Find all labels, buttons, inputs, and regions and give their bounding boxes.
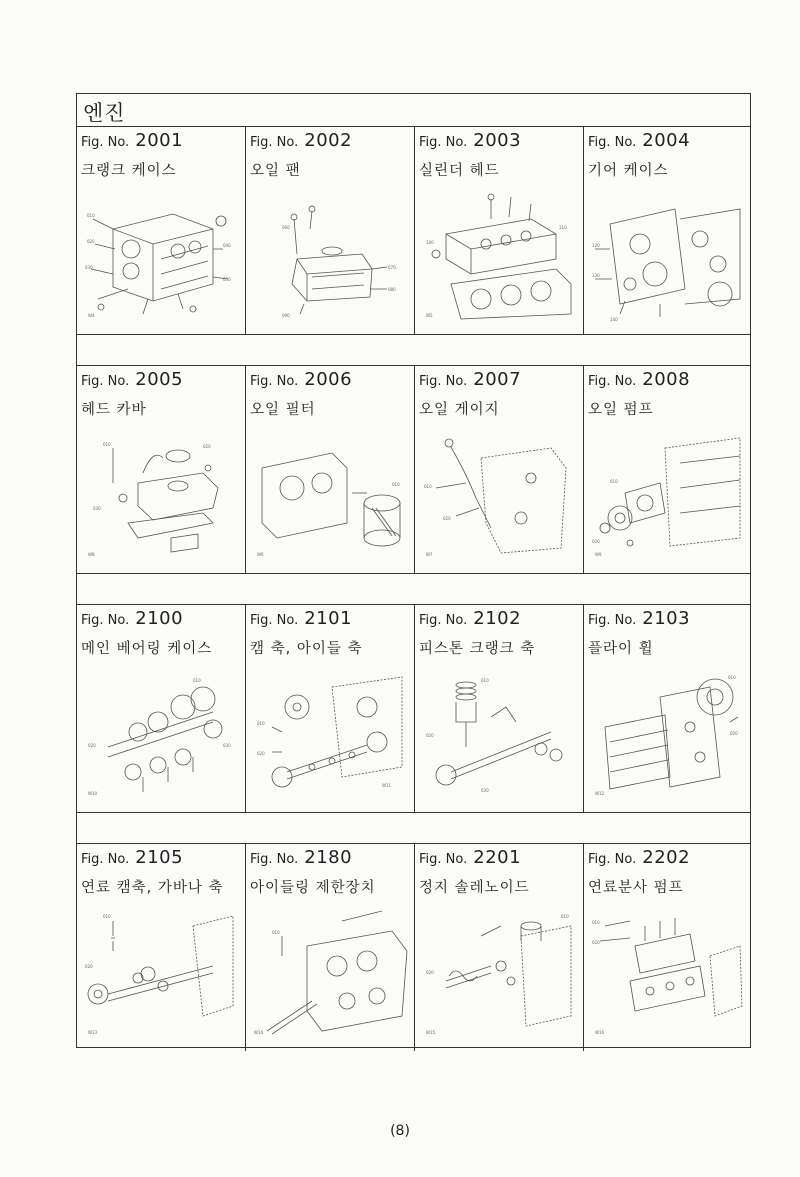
svg-text:020: 020 <box>426 970 434 975</box>
fuel-injection-pump-exploded-drawing <box>590 906 746 1042</box>
part-name: 캠 축, 아이들 축 <box>250 641 363 657</box>
figure-cell[interactable] <box>77 366 246 573</box>
svg-text:050: 050 <box>223 277 231 282</box>
svg-text:W13: W13 <box>88 1030 98 1035</box>
figure-row-3 <box>77 605 750 813</box>
svg-text:010: 010 <box>257 721 265 726</box>
cylinder-head-exploded-drawing <box>421 189 577 325</box>
row-spacer <box>77 813 750 844</box>
svg-text:030: 030 <box>481 788 489 793</box>
svg-text:020: 020 <box>426 733 434 738</box>
svg-text:020: 020 <box>88 743 96 748</box>
oil-pump-exploded-drawing <box>590 428 746 564</box>
svg-text:060: 060 <box>282 225 290 230</box>
svg-text:010: 010 <box>272 930 280 935</box>
gear-case-exploded-drawing <box>590 189 746 325</box>
part-name: 오일 필터 <box>250 402 316 418</box>
svg-text:W16: W16 <box>595 1030 605 1035</box>
svg-text:030: 030 <box>85 265 93 270</box>
part-name: 기어 케이스 <box>588 163 669 179</box>
svg-text:W11: W11 <box>382 783 392 788</box>
figure-cell[interactable] <box>415 605 584 812</box>
figure-number-line: Fig. No. 2003 <box>419 130 522 151</box>
part-name: 오일 게이지 <box>419 402 500 418</box>
svg-text:W10: W10 <box>88 791 98 796</box>
svg-text:010: 010 <box>728 675 736 680</box>
svg-text:020: 020 <box>592 940 600 945</box>
figure-cell[interactable] <box>584 844 751 1051</box>
section-title: 엔진 <box>83 101 126 125</box>
svg-text:020: 020 <box>85 964 93 969</box>
figure-number-line: Fig. No. 2008 <box>588 369 691 390</box>
figure-number-line: Fig. No. 2007 <box>419 369 522 390</box>
svg-text:010: 010 <box>103 914 111 919</box>
svg-text:W12: W12 <box>595 791 605 796</box>
camshaft-idle-shaft-exploded-drawing <box>252 667 408 803</box>
svg-text:070: 070 <box>388 265 396 270</box>
figure-number-line: Fig. No. 2005 <box>81 369 184 390</box>
figure-number-line: Fig. No. 2101 <box>250 608 353 629</box>
svg-text:W5: W5 <box>426 313 433 318</box>
part-name: 연료 캠축, 가바나 축 <box>81 880 224 896</box>
page-number: (8) <box>390 1123 410 1139</box>
svg-text:110: 110 <box>559 225 567 230</box>
figure-number-line: Fig. No. 2202 <box>588 847 691 868</box>
figure-cell[interactable] <box>246 366 415 573</box>
part-name: 메인 베어링 케이스 <box>81 641 213 657</box>
piston-crankshaft-exploded-drawing <box>421 667 577 803</box>
part-name: 오일 팬 <box>250 163 301 179</box>
svg-text:020: 020 <box>730 731 738 736</box>
part-name: 연료분사 펌프 <box>588 880 684 896</box>
svg-text:010: 010 <box>103 442 111 447</box>
crankcase-exploded-drawing <box>83 189 239 325</box>
svg-text:010: 010 <box>481 678 489 683</box>
part-name: 피스톤 크랭크 축 <box>419 641 536 657</box>
figure-number-line: Fig. No. 2180 <box>250 847 353 868</box>
figure-number-line: Fig. No. 2006 <box>250 369 353 390</box>
flywheel-exploded-drawing <box>590 667 746 803</box>
svg-text:W14: W14 <box>254 1030 264 1035</box>
svg-text:020: 020 <box>87 239 95 244</box>
figure-cell[interactable] <box>584 127 751 334</box>
svg-text:W6: W6 <box>257 552 264 557</box>
svg-text:010: 010 <box>561 914 569 919</box>
svg-text:010: 010 <box>424 484 432 489</box>
figure-number-line: Fig. No. 2103 <box>588 608 691 629</box>
figure-cell[interactable] <box>246 605 415 812</box>
oil-pan-exploded-drawing <box>252 189 408 325</box>
svg-text:100: 100 <box>426 240 434 245</box>
figure-row-1 <box>77 127 750 335</box>
part-name: 크랭크 케이스 <box>81 163 177 179</box>
row-spacer <box>77 335 750 366</box>
svg-text:040: 040 <box>223 243 231 248</box>
section-title-row <box>77 94 750 127</box>
figure-cell[interactable] <box>415 844 584 1051</box>
svg-text:010: 010 <box>87 213 95 218</box>
svg-text:W4: W4 <box>88 313 95 318</box>
head-cover-exploded-drawing <box>83 428 239 564</box>
part-name: 헤드 카바 <box>81 402 147 418</box>
svg-text:090: 090 <box>282 313 290 318</box>
oil-filter-exploded-drawing <box>252 428 408 564</box>
figure-cell[interactable] <box>415 366 584 573</box>
figure-cell[interactable] <box>584 605 751 812</box>
svg-text:130: 130 <box>592 273 600 278</box>
idling-limiter-exploded-drawing <box>252 906 408 1042</box>
row-spacer <box>77 574 750 605</box>
svg-text:020: 020 <box>203 444 211 449</box>
svg-text:W9: W9 <box>595 552 602 557</box>
figure-row-4 <box>77 844 750 1052</box>
figure-cell[interactable] <box>584 366 751 573</box>
svg-text:W15: W15 <box>426 1030 436 1035</box>
part-name: 아이들링 제한장치 <box>250 880 376 896</box>
figure-number-line: Fig. No. 2201 <box>419 847 522 868</box>
figure-row-2 <box>77 366 750 574</box>
part-name: 플라이 휠 <box>588 641 654 657</box>
figure-cell[interactable] <box>77 844 246 1051</box>
svg-text:W7: W7 <box>426 552 433 557</box>
svg-text:010: 010 <box>392 482 400 487</box>
svg-text:010: 010 <box>193 678 201 683</box>
figure-number-line: Fig. No. 2102 <box>419 608 522 629</box>
fuel-camshaft-governor-shaft-exploded-drawing <box>83 906 239 1042</box>
part-name: 실린더 헤드 <box>419 163 500 179</box>
svg-text:W8: W8 <box>88 552 95 557</box>
figure-cell[interactable] <box>77 127 246 334</box>
figure-number-line: Fig. No. 2002 <box>250 130 353 151</box>
svg-text:020: 020 <box>443 516 451 521</box>
svg-text:120: 120 <box>592 243 600 248</box>
figure-cell[interactable] <box>415 127 584 334</box>
svg-text:140: 140 <box>610 317 618 322</box>
part-name: 정지 솔레노이드 <box>419 880 530 896</box>
svg-text:030: 030 <box>223 743 231 748</box>
svg-text:030: 030 <box>93 506 101 511</box>
main-bearing-case-exploded-drawing <box>83 667 239 803</box>
parts-catalog-grid <box>76 93 751 1048</box>
svg-text:010: 010 <box>592 920 600 925</box>
svg-text:020: 020 <box>257 751 265 756</box>
stop-solenoid-exploded-drawing <box>421 906 577 1042</box>
figure-number-line: Fig. No. 2004 <box>588 130 691 151</box>
figure-cell[interactable] <box>77 605 246 812</box>
oil-gauge-drawing <box>421 428 577 564</box>
svg-text:020: 020 <box>592 539 600 544</box>
part-name: 오일 펌프 <box>588 402 654 418</box>
svg-text:080: 080 <box>388 287 396 292</box>
figure-cell[interactable] <box>246 127 415 334</box>
figure-number-line: Fig. No. 2105 <box>81 847 184 868</box>
figure-number-line: Fig. No. 2001 <box>81 130 184 151</box>
svg-text:010: 010 <box>610 479 618 484</box>
figure-cell[interactable] <box>246 844 415 1051</box>
figure-number-line: Fig. No. 2100 <box>81 608 184 629</box>
